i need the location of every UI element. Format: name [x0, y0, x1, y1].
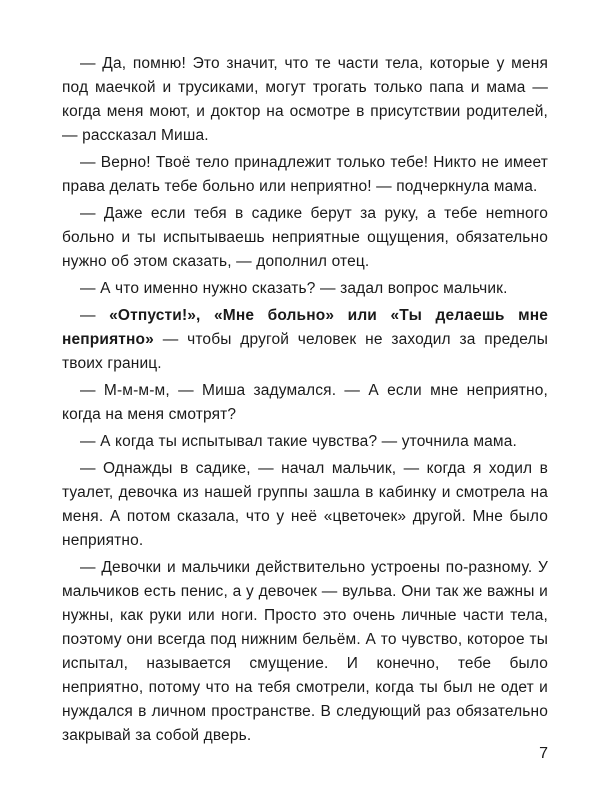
paragraph-5-rest: — чтобы другой человек не заходил за пределы твоих границ. — [62, 331, 548, 372]
paragraph-9: — Девочки и мальчики действительно устроены по-разному. У мальчиков есть пенис, а у девочек — вульва. Они так же важны и нужны, как руки или ноги. Просто это очень личные части тела, поэтому они всегда под нижним бельём. А то чувство, которое ты испытал, называется смущение. И конечно, тебе было неприятно, потому что на тебя смотрели, когда ты был не одет и нуждался в личном пространстве. В следующий раз обязательно закрывай за собой дверь. — [62, 559, 548, 744]
paragraph-3: — Даже если тебя в садике берут за руку, а тебе неmного больно и ты испытываешь неприятные ощущения, обязательно нужно об этом сказать, — дополнил отец. — [62, 205, 548, 270]
paragraph-4: — А что именно нужно сказать? — задал вопрос мальчик. — [80, 280, 508, 297]
page-number: 7 — [539, 745, 548, 762]
paragraph-7: — А когда ты испытывал такие чувства? — уточнила мама. — [80, 433, 517, 450]
paragraph-8: — Однажды в садике, — начал мальчик, — когда я ходил в туалет, девочка из нашей группы зашла в кабинку и смотрела на меня. А потом сказала, что у неё «цветочек» другой. Мне было неприятно. — [62, 460, 548, 549]
paragraph-5-bold-phrases: «Отпусти!», «Мне больно» или «Ты делаешь мне неприятно» — [62, 307, 548, 348]
paragraph-5-dash: — — [80, 307, 110, 324]
paragraph-1: — Да, помню! Это значит, что те части тела, которые у меня под маечкой и трусиками, могут трогать только папа и мама — когда меня моют, и доктор на осмотре в присутствии родителей, — рассказал Миша. — [62, 55, 548, 144]
story-text — [62, 52, 548, 751]
paragraph-6: — М-м-м-м, — Миша задумался. — А если мне неприятно, когда на меня смотрят? — [62, 382, 548, 423]
paragraph-2: — Верно! Твоё тело принадлежит только тебе! Никто не имеет права делать тебе больно или неприятно! — подчеркнула мама. — [62, 154, 548, 195]
paragraph-5 — [62, 304, 548, 376]
